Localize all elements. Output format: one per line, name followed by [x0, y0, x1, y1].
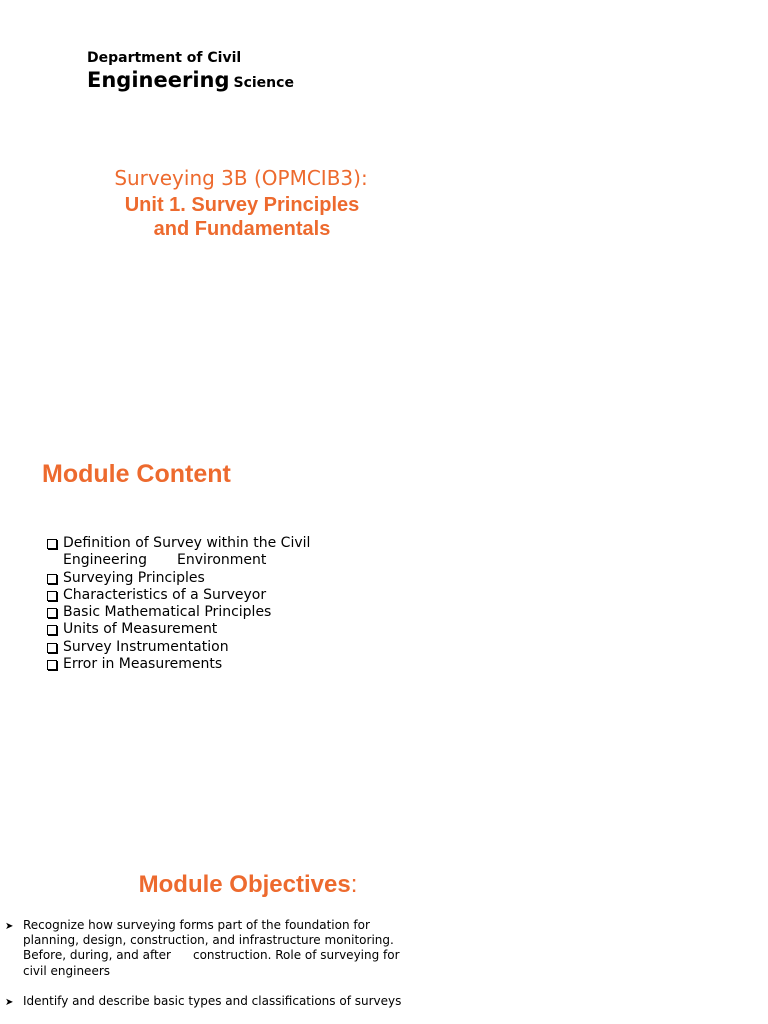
list-item	[5, 918, 425, 979]
unit-title	[0, 193, 484, 241]
checkbox-square-icon	[47, 608, 57, 618]
checkbox-square-icon	[47, 625, 57, 635]
list-item-text: Surveying Principles	[63, 569, 205, 586]
checkbox-square-icon	[47, 660, 57, 670]
module-content-list	[46, 535, 310, 673]
list-item-text: Basic Mathematical Principles	[63, 604, 272, 621]
module-objectives-heading	[0, 871, 496, 899]
list-item-text: Environment	[177, 552, 267, 569]
objective-text: Identify and describe basic types and classifications of surveys	[23, 993, 402, 1008]
unit-title-line-1: Unit 1. Survey Principles	[124, 194, 360, 216]
objective-text: construction. Role of surveying for	[192, 948, 400, 963]
list-item-text: Engineering	[63, 552, 147, 569]
list-item	[46, 621, 310, 638]
objective-text: planning, design, construction, and infrastructure monitoring.	[23, 933, 394, 948]
list-item-text: Definition of Survey within the Civil	[63, 535, 311, 551]
department-name: Engineering	[87, 68, 230, 92]
department-suffix: Science	[233, 75, 294, 91]
list-item	[46, 639, 310, 656]
list-item-text: Error in Measurements	[63, 656, 223, 673]
unit-title-line-2: and Fundamentals	[153, 218, 331, 240]
objective-text: Before, during, and after	[23, 948, 171, 963]
list-item	[46, 587, 310, 604]
course-title: Surveying 3B (OPMCIB3):	[114, 166, 368, 190]
department-line: Department of Civil	[87, 50, 242, 66]
objective-text: civil engineers	[23, 963, 111, 978]
module-objectives-colon: :	[350, 871, 358, 898]
objective-text-line	[23, 948, 425, 963]
module-objectives-list	[5, 918, 425, 1024]
arrow-bullet-icon: ➤	[5, 921, 14, 932]
objective-text: Recognize how surveying forms part of the foundation for	[23, 918, 370, 932]
list-item-text: Survey Instrumentation	[63, 638, 229, 655]
list-item	[46, 570, 310, 587]
checkbox-square-icon	[47, 591, 57, 601]
arrow-bullet-icon: ➤	[5, 996, 14, 1008]
list-item-text: Units of Measurement	[63, 621, 218, 638]
department-line-2	[87, 68, 294, 92]
module-objectives-title: Module Objectives	[138, 871, 351, 898]
list-item	[46, 656, 310, 673]
checkbox-square-icon	[47, 643, 57, 653]
list-item	[5, 994, 425, 1009]
checkbox-square-icon	[47, 539, 57, 549]
list-item	[46, 535, 310, 570]
checkbox-square-icon	[47, 574, 57, 584]
list-item	[46, 604, 310, 621]
module-content-heading: Module Content	[42, 460, 231, 488]
list-item-continuation	[63, 552, 310, 569]
list-item-text: Characteristics of a Surveyor	[63, 586, 267, 603]
